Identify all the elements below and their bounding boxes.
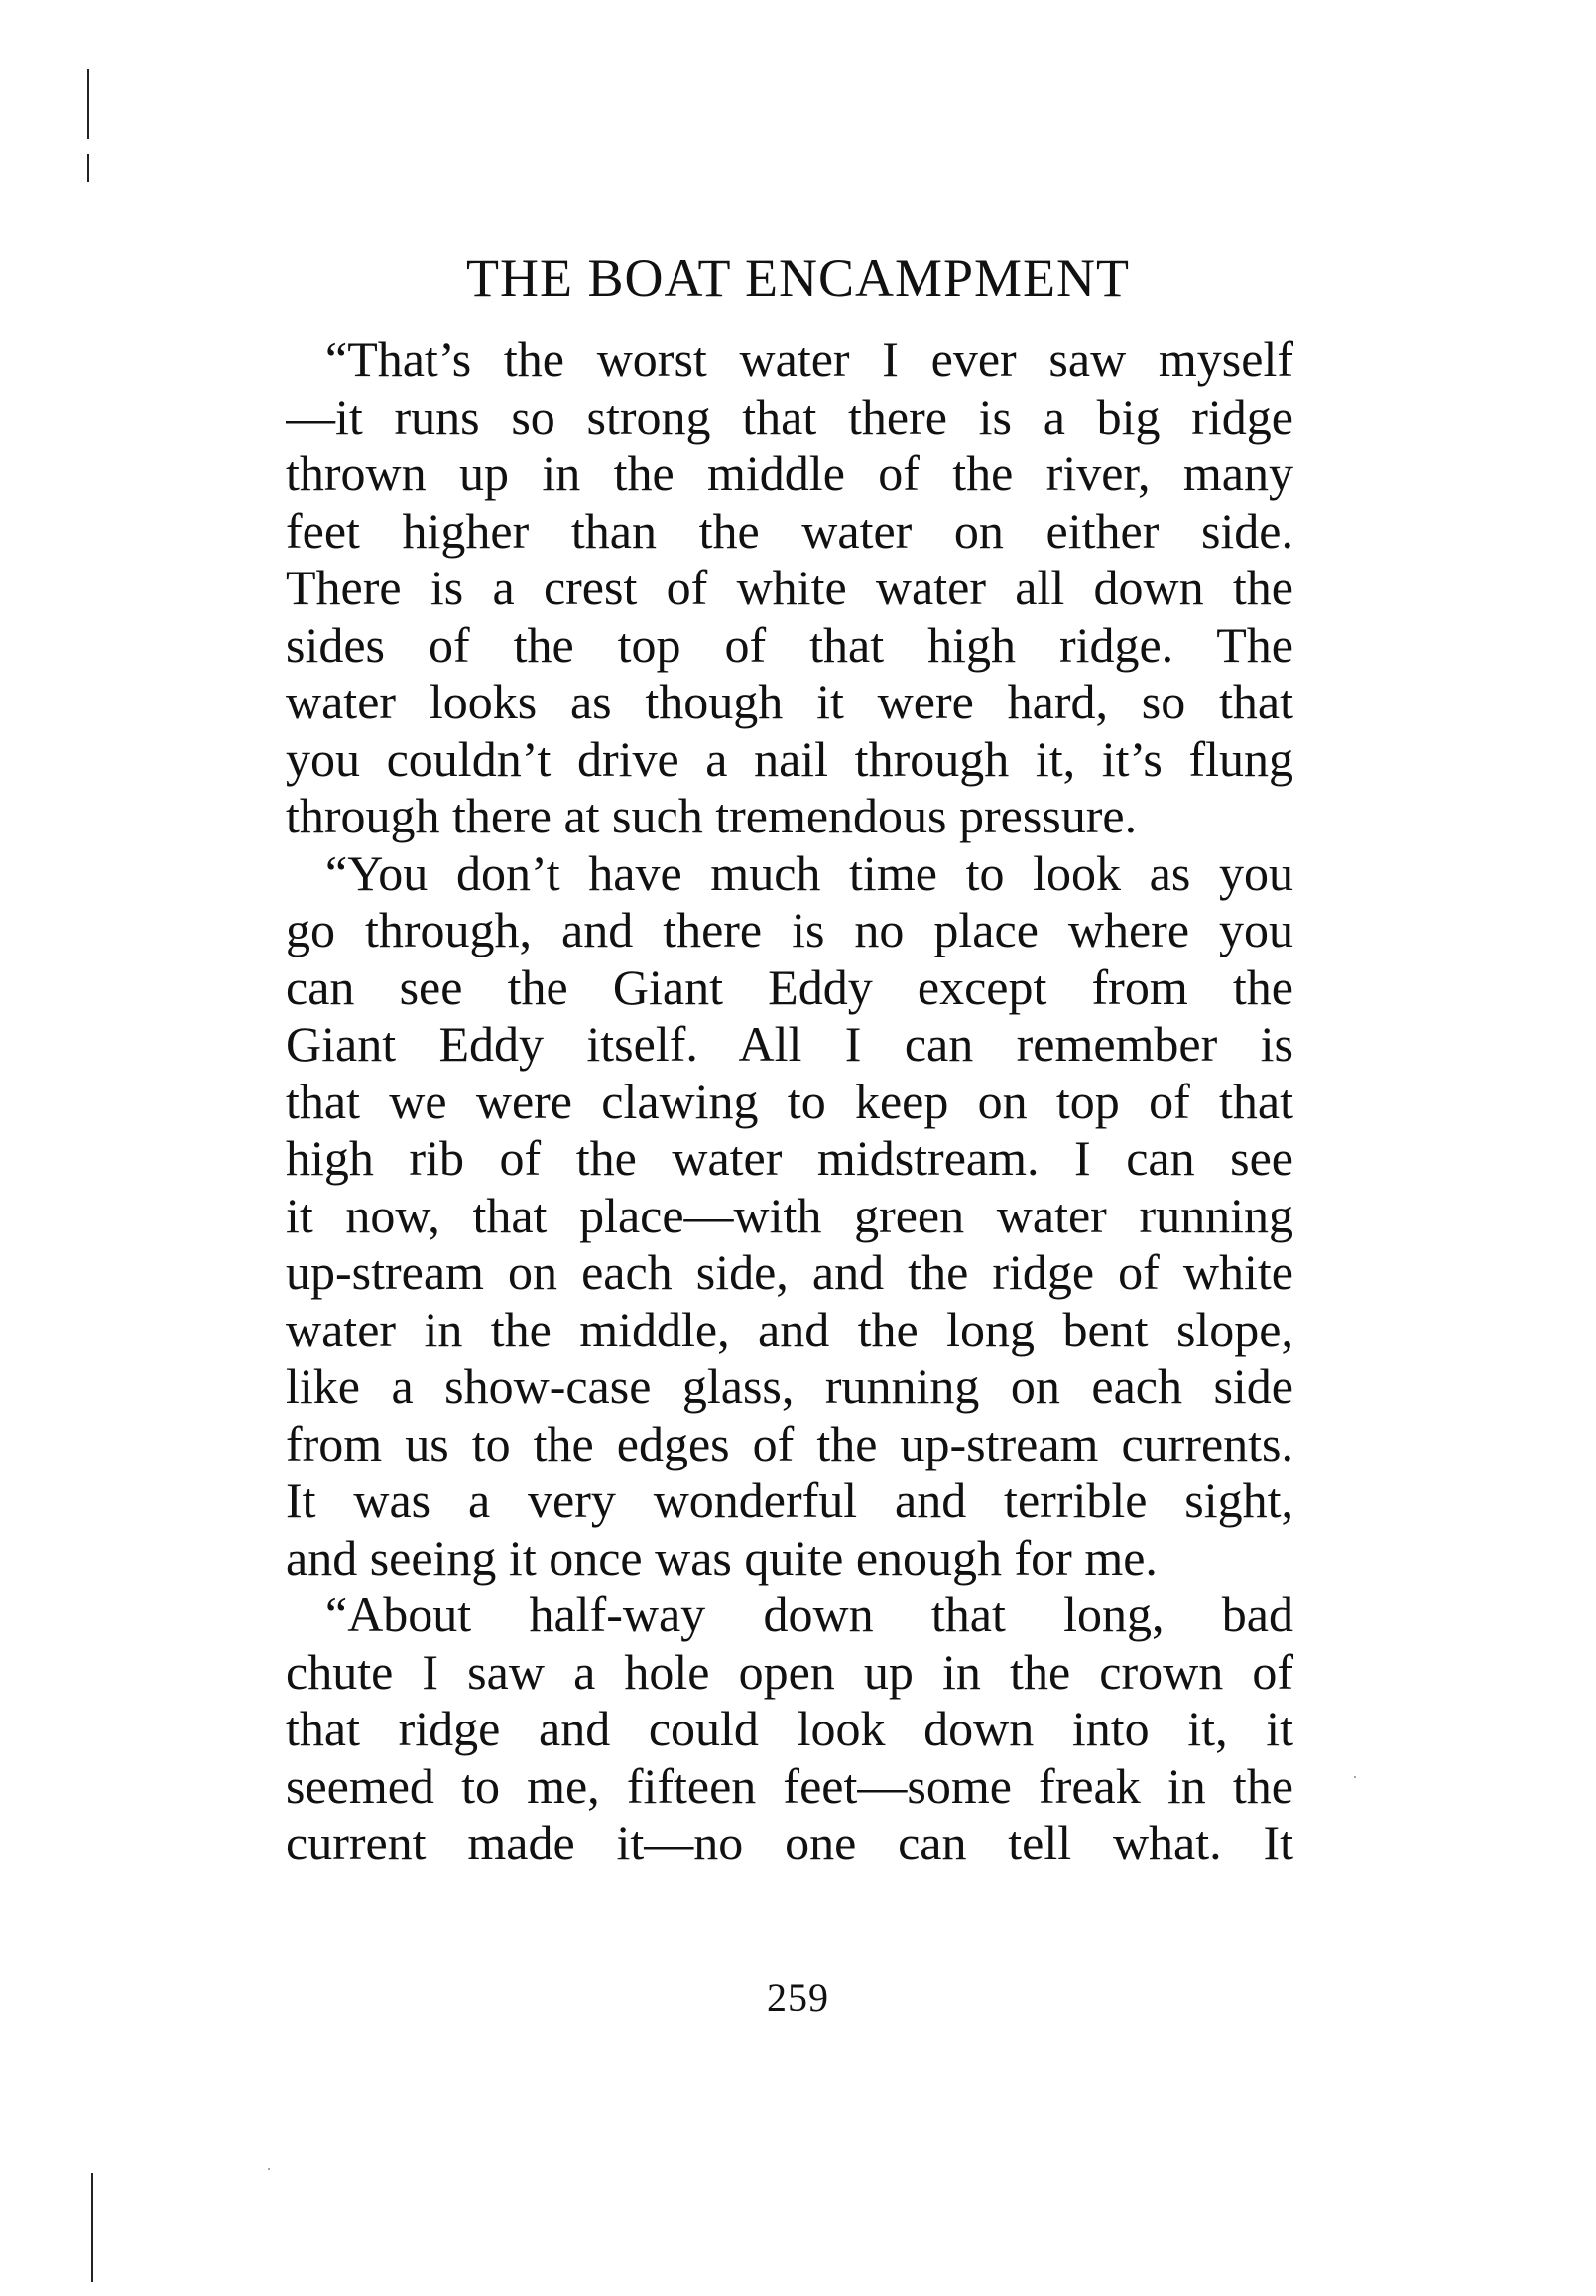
text-line: that we were clawing to keep on top of that	[286, 1073, 1293, 1129]
text-line: sides of the top of that high ridge. The	[286, 616, 1293, 673]
text-line: “You don’t have much time to look as you	[325, 844, 1293, 901]
binding-mark	[87, 154, 89, 182]
text-line: you couldn’t drive a nail through it, it’s flung	[286, 730, 1293, 787]
running-head: THE BOAT ENCAMPMENT	[465, 248, 1131, 308]
text-line: thrown up in the middle of the river, many	[286, 446, 1293, 501]
text-line: water in the middle, and the long bent slope,	[286, 1301, 1293, 1357]
text-line: seemed to me, fifteen feet—some freak in the	[286, 1757, 1293, 1814]
binding-mark	[91, 2173, 93, 2282]
text-line: “That’s the worst water I ever saw myself	[325, 331, 1293, 387]
text-line: it now, that place—with green water running	[286, 1187, 1293, 1243]
text-line: like a show-case glass, running on each side	[286, 1358, 1293, 1414]
text-line: Giant Eddy itself. All I can remember is	[286, 1016, 1293, 1072]
scan-speck	[1354, 1776, 1356, 1778]
text-line: water looks as though it were hard, so that	[286, 674, 1293, 729]
text-line: high rib of the water midstream. I can see	[286, 1130, 1293, 1186]
text-line: through there at such tremendous pressure.	[286, 788, 1138, 843]
text-line: feet higher than the water on either side.	[286, 502, 1293, 559]
text-line: and seeing it once was quite enough for me.	[286, 1529, 1158, 1586]
text-line: It was a very wonderful and terrible sight,	[286, 1472, 1293, 1528]
text-line: can see the Giant Eddy except from the	[286, 958, 1293, 1015]
text-line: chute I saw a hole open up in the crown of	[286, 1643, 1293, 1700]
page-number: 259	[767, 1976, 829, 2020]
text-line: “About half-way down that long, bad	[325, 1587, 1293, 1642]
text-line: from us to the edges of the up-stream currents.	[286, 1415, 1293, 1471]
text-line: There is a crest of white water all down the	[286, 560, 1293, 615]
text-line: that ridge and could look down into it, it	[286, 1701, 1293, 1756]
text-line: —it runs so strong that there is a big ridge	[286, 388, 1293, 445]
binding-mark	[87, 69, 89, 139]
text-line: go through, and there is no place where you	[286, 902, 1293, 957]
text-line: up-stream on each side, and the ridge of white	[286, 1244, 1293, 1300]
scan-speck	[268, 2168, 270, 2170]
body-text	[286, 331, 1293, 1872]
text-line: current made it—no one can tell what. It	[286, 1815, 1293, 1870]
